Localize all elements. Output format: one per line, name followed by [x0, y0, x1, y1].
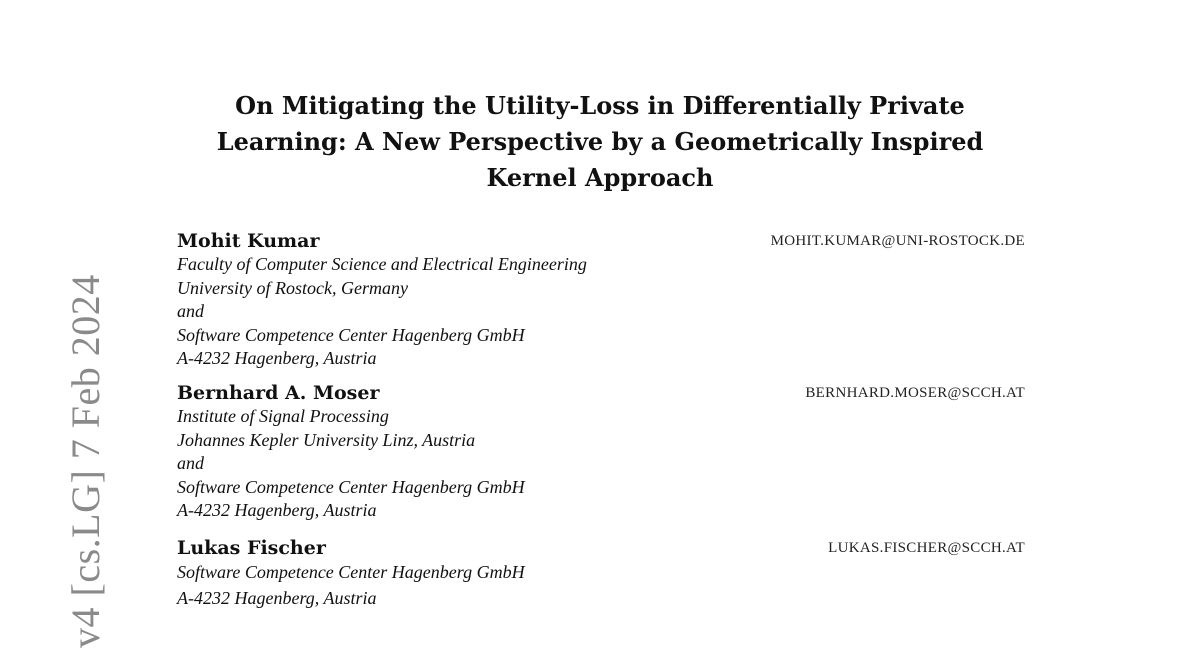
affiliation-line: Faculty of Computer Science and Electrical Engineering	[177, 254, 587, 274]
affiliation-line: Institute of Signal Processing	[177, 406, 389, 426]
title-line: Kernel Approach	[486, 163, 714, 192]
author-email: MOHIT.KUMAR@UNI-ROSTOCK.DE	[770, 233, 1025, 249]
author-block	[177, 536, 1025, 611]
title-line: Learning: A New Perspective by a Geometrically Inspired	[216, 127, 984, 156]
affiliation-line: Software Competence Center Hagenberg GmbH	[177, 324, 525, 345]
author-block	[177, 229, 1025, 371]
affiliation-line: University of Rostock, Germany	[177, 277, 408, 298]
author-name: Bernhard A. Moser	[177, 382, 380, 404]
affiliation-line: A-4232 Hagenberg, Austria	[177, 500, 377, 520]
affiliation-line: and	[177, 301, 204, 321]
affiliation-line: Software Competence Center Hagenberg GmbH	[177, 476, 525, 497]
affiliation-line: and	[177, 453, 204, 473]
arxiv-identifier-stamp: v4 [cs.LG] 7 Feb 2024	[63, 274, 108, 648]
affiliation-line: A-4232 Hagenberg, Austria	[177, 587, 377, 608]
title-line: On Mitigating the Utility-Loss in Differentially Private	[235, 91, 965, 120]
author-name: Mohit Kumar	[177, 230, 320, 252]
affiliation-line: A-4232 Hagenberg, Austria	[177, 348, 377, 368]
author-email: BERNHARD.MOSER@SCCH.AT	[805, 385, 1025, 401]
affiliation-line: Software Competence Center Hagenberg GmbH	[177, 562, 525, 582]
author-block	[177, 381, 1025, 523]
author-email: LUKAS.FISCHER@SCCH.AT	[828, 540, 1025, 556]
paper-title	[150, 88, 1050, 196]
affiliation-line: Johannes Kepler University Linz, Austria	[177, 429, 476, 450]
author-name: Lukas Fischer	[177, 537, 326, 559]
